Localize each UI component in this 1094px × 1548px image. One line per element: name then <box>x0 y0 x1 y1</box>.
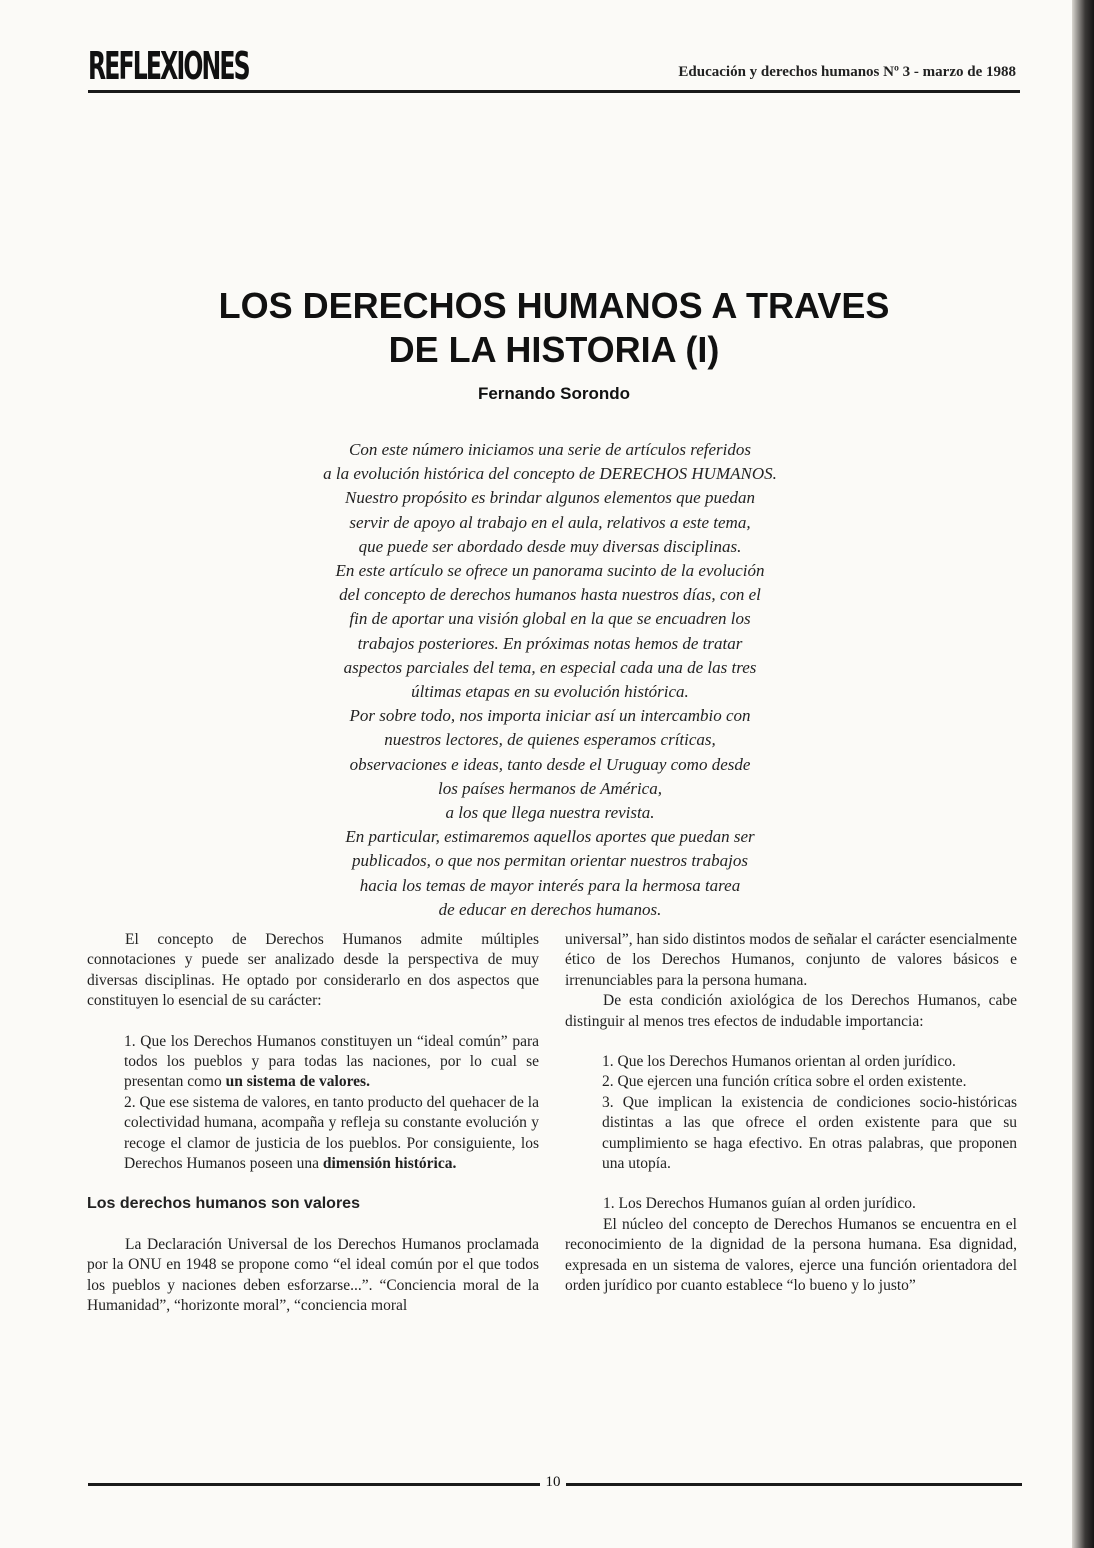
title-line-2: DE LA HISTORIA (I) <box>388 329 720 370</box>
intro-line: En este artículo se ofrece un panorama sucinto de la evolución <box>335 561 765 581</box>
intro-line: trabajos posteriores. En próximas notas hemos de tratar <box>357 633 743 653</box>
paragraph: 1. Los Derechos Humanos guían al orden jurídico. <box>603 1195 916 1213</box>
intro-line: En particular, estimaremos aquellos aportes que puedan ser <box>345 827 755 847</box>
right-column <box>565 930 1017 1297</box>
list-item: 1. Que los Derechos Humanos orientan al orden jurídico. <box>602 1053 956 1071</box>
intro-line: aspectos parciales del tema, en especial cada una de las tres <box>343 657 757 677</box>
aspects-list <box>87 1032 539 1175</box>
issue-info: Educación y derechos humanos Nº 3 - marzo de 1988 <box>678 64 1016 80</box>
intro-line: publicados, o que nos permitan orientar nuestros trabajos <box>351 851 749 871</box>
header-rule <box>88 90 1020 93</box>
page-edge-shadow <box>1072 0 1094 1548</box>
intro-line: los países hermanos de América, <box>438 778 662 798</box>
intro-line: del concepto de derechos humanos hasta nuestros días, con el <box>339 585 761 605</box>
paragraph: De esta condición axiológica de los Derechos Humanos, cabe distinguir al menos tres efectos de indudable importancia: <box>565 992 1017 1030</box>
effects-list <box>565 1052 1017 1174</box>
article-author: Fernando Sorondo <box>477 384 631 403</box>
intro-line: que puede ser abordado desde muy diversas disciplinas. <box>358 536 742 556</box>
intro-line: fin de aportar una visión global en la que se encuadren los <box>349 609 751 629</box>
paragraph: La Declaración Universal de los Derechos Humanos proclamada por la ONU en 1948 se propone como “el ideal común por el que todos los pueblos y naciones deben esforzarse...”. “Conciencia moral de la Humanidad”, “horizonte moral”, “conciencia moral <box>87 1235 539 1315</box>
intro-line: Nuestro propósito es brindar algunos elementos que puedan <box>344 488 756 508</box>
list-item: 3. Que implican la existencia de condiciones socio-históricas distintas a las que ofrece el orden existente para que su cumplimiento se haga efectivo. En otras palabras, que proponen una utopía. <box>602 1093 1017 1173</box>
footer-rule-right <box>566 1483 1022 1486</box>
intro-line: observaciones e ideas, tanto desde el Uruguay como desde <box>349 754 751 774</box>
footer-rule-left <box>88 1483 540 1486</box>
intro-line: hacia los temas de mayor interés para la hermosa tarea <box>359 875 741 895</box>
title-line-1: LOS DERECHOS HUMANOS A TRAVES <box>218 285 890 326</box>
left-column <box>87 930 539 1317</box>
list-item: 2. Que ejercen una función crítica sobre el orden existente. <box>602 1073 967 1091</box>
section-heading: Los derechos humanos son valores <box>87 1195 360 1213</box>
list-item: 2. Que ese sistema de valores, en tanto producto del quehacer de la colectividad humana, acompaña y refleja su constante evolución y recoge el clamor de justicia de los pueblos. Por consiguiente, los Derechos Humanos poseen una dimensión histórica. <box>124 1093 539 1173</box>
intro-line: servir de apoyo al trabajo en el aula, relativos a este tema, <box>349 512 751 532</box>
paragraph: El concepto de Derechos Humanos admite múltiples connotaciones y puede ser analizado desde la perspectiva de muy diversas disciplinas. He optado por considerarlo en dos aspectos que constituyen lo esencial de su carácter: <box>87 931 539 1010</box>
article-title <box>88 284 1020 372</box>
intro-line: Con este número iniciamos una serie de artículos referidos <box>349 440 751 459</box>
page-number: 10 <box>545 1474 561 1490</box>
paragraph: universal”, han sido distintos modos de señalar el carácter esencialmente ético de los Derechos Humanos, conjunto de valores básicos e irrenunciables para la persona humana. <box>565 931 1017 989</box>
intro-line: últimas etapas en su evolución histórica. <box>411 682 689 702</box>
article-intro <box>190 438 910 922</box>
intro-line: nuestros lectores, de quienes esperamos críticas, <box>384 730 716 750</box>
intro-line: a los que llega nuestra revista. <box>445 803 655 823</box>
paragraph: El núcleo del concepto de Derechos Humanos se encuentra en el reconocimiento de la dignidad de la persona humana. Esa dignidad, expresada en un sistema de valores, ejerce una función orientadora del orden jurídico por cuanto establece “lo bueno y lo justo” <box>565 1215 1017 1295</box>
intro-line: a la evolución histórica del concepto de DERECHOS HUMANOS. <box>323 464 777 484</box>
intro-line: Por sobre todo, nos importa iniciar así un intercambio con <box>349 706 751 726</box>
intro-line: de educar en derechos humanos. <box>438 899 662 919</box>
list-item: 1. Que los Derechos Humanos constituyen un “ideal común” para todos los pueblos y para todas las naciones, por lo cual se presentan como un sistema de valores. <box>124 1032 539 1091</box>
magazine-logo: REFLEXIONES <box>88 44 249 88</box>
